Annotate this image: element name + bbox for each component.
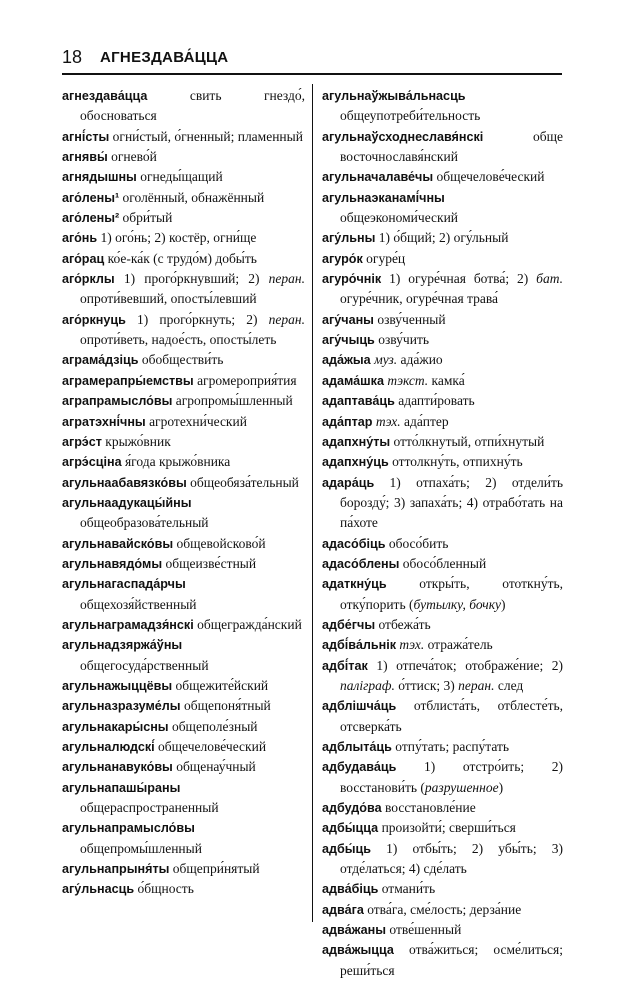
headword: агульнаэканамі́чны [322, 190, 445, 205]
dictionary-entry [62, 818, 305, 859]
headword: адбе́гчы [322, 617, 376, 632]
headword: агульнадзяржа́ўны [62, 638, 183, 653]
translation-text: общепри́нятый [169, 861, 260, 877]
translation-text: 1) огуре́чная ботва́; 2) [381, 271, 537, 287]
translation-text: отмани́ть [378, 881, 436, 897]
italic-label: перан. [268, 271, 305, 287]
headword: аграма́дзіць [62, 353, 139, 368]
dictionary-entry [62, 167, 305, 187]
translation-text: адапти́ровать [394, 393, 475, 409]
headword: агульналюдскі́ [62, 740, 155, 754]
dictionary-entry [322, 696, 563, 737]
translation-text: опроти́веть, надое́сть, опосты́леть [80, 332, 277, 348]
dictionary-entry [62, 127, 305, 147]
translation-text: 1) ого́нь; 2) костёр, огни́ще [97, 230, 257, 246]
dictionary-entry [62, 757, 305, 777]
headword: агратэхні́чны [62, 414, 146, 429]
dictionary-entry [322, 249, 563, 269]
dictionary-entry [62, 534, 305, 554]
translation-text: обри́тый [119, 210, 173, 226]
translation-text: восстановле́ние [381, 800, 476, 816]
dictionary-entry [322, 920, 563, 940]
dictionary-entry [62, 859, 305, 879]
translation-text: свить гнездо́, обосноваться [80, 88, 305, 124]
dictionary-entry [322, 86, 563, 127]
headword: агульначалаве́чы [322, 170, 434, 185]
headword: агу́льны [322, 231, 376, 246]
headword: адбы́ць [322, 841, 372, 856]
translation-text: общепромы́шленный [80, 840, 202, 856]
translation-text: огнеды́щащий [136, 169, 223, 185]
dictionary-entry [322, 656, 563, 697]
translation-text: отбежа́ть [375, 616, 431, 632]
headword: агні́сты [62, 129, 110, 144]
headword: адаптава́ць [322, 394, 395, 409]
translation-text: 1) о́бщий; 2) огу́льный [375, 230, 509, 246]
translation-text: огни́стый, о́гненный; пламенный [109, 128, 303, 144]
translation-text: отпу́тать; распу́тать [391, 739, 510, 754]
dictionary-entry [322, 391, 563, 411]
headword: агульнанавуко́вы [62, 760, 173, 775]
translation-text: общевойсково́й [173, 535, 266, 551]
column-divider [312, 84, 313, 922]
translation-text: след [494, 677, 524, 693]
dictionary-entry [62, 574, 305, 615]
headword: агуро́к [322, 251, 363, 266]
right-column [322, 86, 563, 981]
italic-label: муз. [374, 352, 398, 368]
dictionary-entry [62, 879, 305, 899]
dictionary-entry [322, 371, 563, 391]
headword: агрэ́ст [62, 434, 102, 449]
translation-text: общечелове́ческий [433, 169, 545, 185]
headword: адама́шка [322, 373, 384, 388]
translation-text: оголённый, обнажённый [119, 189, 265, 205]
translation-text: отто́лкнутый, отпи́хнутый [390, 433, 545, 449]
dictionary-entry [62, 371, 305, 391]
italic-label: тэх. [375, 413, 401, 429]
translation-text: общегражда́нский [193, 616, 302, 632]
headword: адва́біць [322, 882, 379, 897]
dictionary-entry [322, 228, 563, 248]
dictionary-entry [322, 534, 563, 554]
translation-text: огнево́й [107, 149, 157, 165]
translation-text: общеизве́стный [162, 555, 257, 571]
translation-text: общегосуда́рственный [80, 657, 209, 673]
dictionary-entry [62, 269, 305, 310]
italic-label: тэх. [399, 637, 425, 653]
dictionary-entry [322, 839, 563, 880]
translation-text: ада́жио [397, 352, 443, 368]
headword: агульнаўсходнеславя́нскі [322, 129, 484, 144]
dictionary-entry [62, 554, 305, 574]
headword: агнявы́ [62, 150, 108, 165]
translation-text: общераспространенный [80, 800, 219, 816]
translation-text: отве́шенный [386, 922, 462, 938]
dictionary-entry [322, 737, 563, 757]
translation-text: агротехни́ческий [145, 413, 247, 429]
headword: ада́жыа [322, 353, 371, 368]
translation-text: общеполе́зный [168, 718, 258, 734]
headword: адапхну́ты [322, 434, 391, 449]
translation-text: общеэкономи́ческий [340, 210, 459, 226]
translation-text: 1) прого́ркнувший; 2) [114, 271, 269, 287]
dictionary-entry [322, 473, 563, 534]
headword: адбудо́ва [322, 801, 382, 816]
translation-text: 1) прого́ркнуть; 2) [125, 311, 269, 327]
dictionary-entry [322, 127, 563, 168]
headword: адасо́біць [322, 536, 386, 551]
dictionary-entry [322, 310, 563, 330]
headword: агульнапашы́раны [62, 780, 181, 795]
dictionary-entry [322, 432, 563, 452]
dictionary-entry [62, 350, 305, 370]
dictionary-entry [62, 615, 305, 635]
italic-label: перан. [458, 677, 495, 693]
headword: аграмерапры́емствы [62, 373, 194, 388]
translation-text: агромероприя́тия [193, 372, 297, 388]
dictionary-entry [322, 330, 563, 350]
running-head: АГНЕЗДАВА́ЦЦА [100, 49, 229, 66]
translation-text: обобществи́ть [138, 352, 224, 368]
dictionary-entry [322, 940, 563, 981]
headword: адбі́так [322, 658, 368, 673]
headword: адблішча́ць [322, 699, 397, 714]
translation-text: о́ттиск; 3) [394, 677, 459, 693]
headword: адва́жаны [322, 923, 387, 938]
dictionary-entry [62, 208, 305, 228]
translation-text: ) [501, 596, 506, 612]
translation-text: отража́тель [424, 637, 493, 653]
page-header [62, 44, 562, 72]
italic-label: разрушенное [424, 779, 499, 795]
headword: адва́жыцца [322, 943, 394, 958]
headword: адаткну́ць [322, 577, 387, 592]
left-column [62, 86, 305, 900]
translation-text: о́бщность [134, 881, 194, 897]
headword: агульнаабавязко́вы [62, 475, 187, 490]
headword: агульнавядо́мы [62, 556, 163, 571]
headword: агульнаграмадзя́нскі [62, 617, 194, 632]
headword: агу́льнасць [62, 882, 135, 897]
dictionary-entry [62, 228, 305, 248]
translation-text: общеобразова́тельный [80, 515, 209, 531]
italic-label: перан. [268, 311, 305, 327]
dictionary-entry [322, 554, 563, 574]
headword: аго́ркнуць [62, 312, 126, 327]
translation-text: оттолкну́ть, отпихну́ть [388, 454, 523, 470]
dictionary-entry [62, 188, 305, 208]
headword: адбі́ва́льнік [322, 638, 397, 653]
headword: аго́рац [62, 251, 105, 266]
headword: агульнапрамысло́вы [62, 821, 195, 836]
dictionary-entry [62, 676, 305, 696]
translation-text: огуре́чник, огуре́чная трава́ [340, 291, 499, 307]
translation-text: общечелове́ческий [154, 739, 267, 754]
dictionary-entry [62, 717, 305, 737]
dictionary-entry [62, 452, 305, 472]
translation-text: 1) отпаха́ть; 2) отдели́ть борозду́; 3) запаха́ть; 4) отрабо́тать на па́хоте [340, 474, 563, 531]
headword: адблыта́ць [322, 740, 392, 754]
dictionary-entry [322, 412, 563, 432]
headword: адва́га [322, 902, 364, 917]
headword: аго́лены¹ [62, 190, 120, 205]
headword: аго́рклы [62, 272, 115, 287]
dictionary-entry [322, 167, 563, 187]
dictionary-entry [322, 757, 563, 798]
translation-text: произойти́; сверши́ться [378, 820, 516, 836]
dictionary-entry [62, 473, 305, 493]
headword: адбы́цца [322, 821, 379, 836]
dictionary-entry [62, 737, 305, 757]
translation-text: общенау́чный [172, 759, 256, 775]
dictionary-entry [322, 574, 563, 615]
translation-text: опроти́вевший, опосты́левший [80, 291, 257, 307]
headword: аграпрамысло́вы [62, 394, 173, 409]
headword: агуро́чнік [322, 272, 382, 287]
headword: агульнагаспада́рчы [62, 577, 186, 592]
translation-text: я́года крыжо́вника [121, 454, 231, 470]
dictionary-entry [62, 391, 305, 411]
headword: агульнаадукацы́йны [62, 495, 192, 510]
headword: агульнавайско́вы [62, 536, 174, 551]
headword: агульнапрыня́ты [62, 862, 170, 877]
translation-text: озву́чить [374, 332, 430, 348]
dictionary-entry [62, 147, 305, 167]
translation-text: общеобяза́тельный [186, 474, 299, 490]
headword: адапхну́ць [322, 455, 389, 470]
translation-text: 1) отбы́ть; 2) убы́ть; 3) отде́латься; 4) сде́лать [340, 840, 563, 877]
header-rule [62, 73, 562, 75]
headword: адара́ць [322, 475, 375, 490]
italic-label: тэкст. [387, 372, 429, 388]
dictionary-entry [322, 798, 563, 818]
dictionary-entry [322, 452, 563, 472]
translation-text: общежите́йский [172, 677, 269, 693]
translation-text: обосо́бленный [399, 555, 487, 571]
translation-text: обосо́бить [385, 535, 449, 551]
translation-text: 1) отпеча́ток; отображе́ние; 2) [367, 657, 563, 673]
italic-label: бутылку, бочку [413, 596, 501, 612]
headword: аго́нь [62, 231, 98, 246]
headword: адбудава́ць [322, 760, 397, 775]
translation-text: огуре́ц [362, 250, 406, 266]
dictionary-entry [62, 432, 305, 452]
dictionary-entry [322, 635, 563, 655]
dictionary-entry [62, 493, 305, 534]
translation-text: отва́га, сме́лость; дерза́ние [363, 901, 522, 917]
translation-text: 1) отстро́ить; 2) восстанови́ть ( [340, 759, 563, 795]
headword: агнядышны [62, 170, 137, 185]
dictionary-entry [322, 615, 563, 635]
translation-text: откры́ть, ототкну́ть, отку́порить ( [340, 576, 563, 612]
translation-text: общепоня́тный [180, 698, 271, 714]
headword: агульнакары́сны [62, 719, 169, 734]
translation-text: ) [498, 779, 504, 795]
italic-label: паліграф. [340, 677, 395, 693]
translation-text: агропромы́шленный [172, 393, 293, 409]
dictionary-entry [62, 635, 305, 676]
dictionary-entry [62, 86, 305, 127]
headword: агрэ́сціна [62, 455, 122, 470]
translation-text: отблиста́ть, отблесте́ть, отсверка́ть [340, 698, 563, 734]
translation-text: отва́житься; осме́литься; реши́ться [340, 942, 563, 978]
translation-text: общехозя́йственный [80, 596, 197, 612]
dictionary-entry [322, 818, 563, 838]
headword: агу́чаны [322, 312, 374, 327]
dictionary-entry [62, 249, 305, 269]
translation-text: обще восточнославя́нский [340, 128, 563, 165]
dictionary-entry [62, 412, 305, 432]
page-number: 18 [62, 47, 83, 67]
dictionary-entry [62, 696, 305, 716]
headword: агульнаўжыва́льнасць [322, 89, 466, 103]
dictionary-entry [322, 879, 563, 899]
translation-text: озву́ченный [373, 311, 446, 327]
dictionary-entry [322, 350, 563, 370]
italic-label: бат. [536, 271, 563, 287]
translation-text: камка́ [428, 372, 465, 388]
translation-text: ада́птер [400, 413, 449, 429]
headword: агу́чыць [322, 333, 375, 348]
dictionary-entry [62, 310, 305, 351]
dictionary-entry [62, 778, 305, 819]
translation-text: ко́е-ка́к (с трудо́м) добы́ть [104, 250, 257, 266]
headword: агульназразуме́лы [62, 699, 181, 714]
headword: ада́птар [322, 414, 373, 429]
translation-text: общеупотреби́тельность [340, 108, 481, 124]
dictionary-entry [322, 188, 563, 229]
dictionary-entry [322, 269, 563, 310]
headword: агульнажыццёвы [62, 678, 173, 693]
dictionary-entry [322, 900, 563, 920]
headword: адасо́блены [322, 556, 400, 571]
translation-text: крыжо́вник [101, 433, 171, 449]
headword: аго́лены² [62, 211, 120, 226]
headword: агнездава́цца [62, 89, 148, 103]
